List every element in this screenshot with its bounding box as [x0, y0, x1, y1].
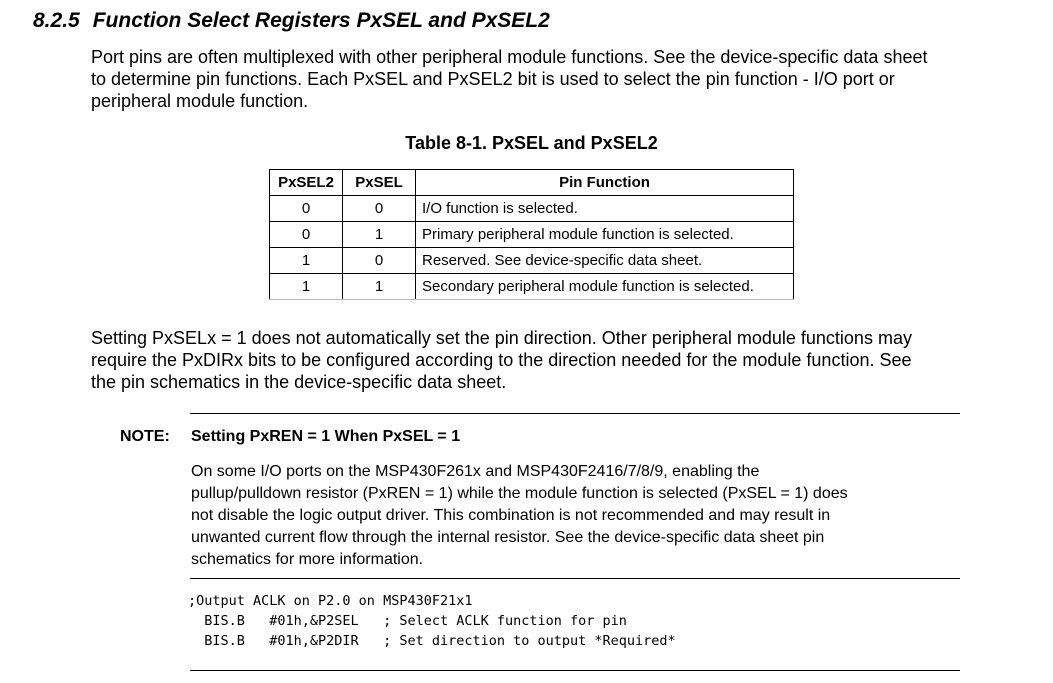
intro-paragraph: [91, 46, 1041, 112]
note-top-divider: [190, 413, 960, 414]
pxsel-table: [269, 169, 794, 300]
intro-line: peripheral module function.: [91, 91, 309, 111]
section-number: 8.2.5: [33, 9, 80, 32]
direction-paragraph: [91, 327, 1041, 393]
cell-pin-function: Secondary peripheral module function is selected.: [416, 274, 794, 300]
cell-pin-function: I/O function is selected.: [416, 196, 794, 222]
cell-pxsel: 0: [343, 248, 416, 274]
direction-line: require the PxDIRx bits to be configured according to the direction needed for the module function. See: [91, 350, 912, 370]
note-line: unwanted current flow through the internal resistor. See the device-specific data sheet pin: [191, 529, 825, 546]
note-label: NOTE:: [120, 428, 170, 445]
note-body: [191, 461, 951, 571]
code-line: BIS.B #01h,&P2SEL ; Select ACLK function for pin: [188, 613, 627, 629]
intro-line: to determine pin functions. Each PxSEL and PxSEL2 bit is used to select the pin function - I/O port or: [91, 69, 895, 89]
header-pxsel2: PxSEL2: [270, 170, 343, 196]
table-row: [270, 274, 794, 300]
note-line: schematics for more information.: [191, 551, 424, 568]
note-line: pullup/pulldown resistor (PxREN = 1) while the module function is selected (PxSEL = 1) does: [191, 485, 848, 502]
table-row: [270, 222, 794, 248]
table-row: [270, 196, 794, 222]
cell-pxsel: 1: [343, 222, 416, 248]
cell-pxsel2: 1: [270, 248, 343, 274]
note-bottom-divider: [190, 578, 960, 579]
section-heading: [33, 9, 550, 33]
note-line: not disable the logic output driver. This combination is not recommended and may result in: [191, 507, 831, 524]
code-line: ;Output ACLK on P2.0 on MSP430F21x1: [188, 593, 473, 609]
table-row: [270, 248, 794, 274]
direction-line: the pin schematics in the device-specific data sheet.: [91, 372, 507, 392]
cell-pxsel: 0: [343, 196, 416, 222]
header-pin-function: Pin Function: [416, 170, 794, 196]
intro-line: Port pins are often multiplexed with other peripheral module functions. See the device-specific data sheet: [91, 47, 928, 67]
note-title: Setting PxREN = 1 When PxSEL = 1: [191, 428, 461, 445]
code-example: [188, 591, 676, 651]
table-header-row: [270, 170, 794, 196]
section-title: Function Select Registers PxSEL and PxSEL2: [92, 9, 550, 32]
code-bottom-divider: [190, 670, 960, 671]
direction-line: Setting PxSELx = 1 does not automatically set the pin direction. Other peripheral module functions may: [91, 328, 912, 348]
cell-pxsel2: 0: [270, 222, 343, 248]
cell-pin-function: Reserved. See device-specific data sheet.: [416, 248, 794, 274]
cell-pxsel2: 0: [270, 196, 343, 222]
note-line: On some I/O ports on the MSP430F261x and MSP430F2416/7/8/9, enabling the: [191, 463, 760, 480]
table-caption: Table 8-1. PxSEL and PxSEL2: [405, 133, 658, 153]
code-line: BIS.B #01h,&P2DIR ; Set direction to output *Required*: [188, 633, 676, 649]
cell-pxsel: 1: [343, 274, 416, 300]
cell-pin-function: Primary peripheral module function is selected.: [416, 222, 794, 248]
header-pxsel: PxSEL: [343, 170, 416, 196]
cell-pxsel2: 1: [270, 274, 343, 300]
